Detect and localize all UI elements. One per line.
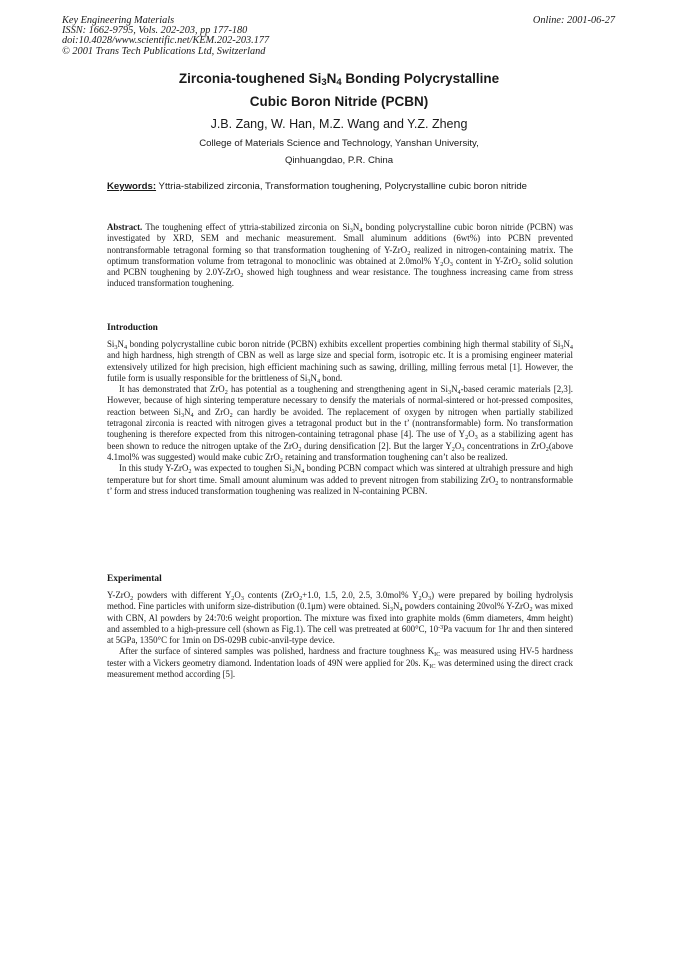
issn-line: ISSN: 1662-9795, Vols. 202-203, pp 177-180 bbox=[62, 25, 248, 37]
copyright-line: © 2001 Trans Tech Publications Ltd, Switzerland bbox=[62, 45, 266, 57]
abstract bbox=[107, 222, 573, 290]
doi-line: doi:10.4028/www.scientific.net/KEM.202-203.177 bbox=[62, 35, 270, 47]
author-list: J.B. Zang, W. Han, M.Z. Wang and Y.Z. Zheng bbox=[210, 117, 468, 131]
journal-header bbox=[62, 16, 442, 57]
keywords bbox=[107, 181, 573, 193]
intro-paragraph-2: It has demonstrated that ZrO$_2$ has potential as a toughening and strengthening agent in $Si_3N_4$-based ceramic materials [2,3]. However, because of high sintering temperature necessary to densify the materials of normal-sintered or hot-pressed composites, reaction between $Si_3N_4$ and ZrO$_2$ can hardly be avoided. The replacement of oxygen by nitrogen when partially stabilized tetragonal zirconia is reacted with nitrogen gives a tetragonal product but in the t’ (nontransformable) form. No transformation toughening is therefore expected from this nitrogen-containing tetragonal phase [4]. The use of $Y_2O_3$ as a stabilizing agent has been shown to reduce the nitrogen uptake of the ZrO$_2$ during densification [2]. But the larger $Y_2O_3$ concentrations in ZrO$_2$(above 4.1mol% was suggested) would make cubic ZrO$_2$ retaining and transformation toughening can’t also be realized. bbox=[107, 384, 573, 464]
experimental-body bbox=[107, 590, 573, 680]
journal-name: Key Engineering Materials bbox=[62, 15, 175, 26]
affiliation-line-2: Qinhuangdao, P.R. China bbox=[284, 155, 394, 166]
introduction-heading: Introduction bbox=[107, 323, 158, 333]
online-date: Online: 2001-06-27 bbox=[532, 15, 615, 26]
keywords-text: Yttria-stabilized zirconia, Transformation toughening, Polycrystalline cubic boron nitride bbox=[156, 181, 528, 192]
experimental-paragraph-2: After the surface of sintered samples was polished, hardness and fracture toughness $K_{IC}$ was measured using HV-5 hardness tester with a Vickers geometry diamond. Indentation loads of 49N were applied for 20s. $K_{IC}$ was determined using the direct crack measurement method according [5]. bbox=[107, 646, 573, 680]
experimental-heading: Experimental bbox=[107, 574, 162, 584]
intro-paragraph-3: In this study Y-ZrO$_2$ was expected to toughen $Si_3N_4$ bonding PCBN compact which was sintered at ultrahigh pressure and high temperature but for short time. Small amount aluminum was added to prevent nitrogen from stabilizing ZrO$_2$ to nontransformable t’ form and stress induced transformation toughening was realized in N-containing PCBN. bbox=[107, 463, 573, 496]
title-line-2: Cubic Boron Nitride (PCBN) bbox=[249, 94, 429, 109]
intro-paragraph-1: $Si_3N_4$ bonding polycrystalline cubic boron nitride (PCBN) exhibits excellent properties combining high thermal stability of $Si_3N_4$ and high hardness, high strength of CBN as well as large size and special form, isotropic etc. It is a promising engineer material extensively utilized for high precision, high efficient machining such as sawing, drilling, milling ferrous metal [1]. However, the futile form is usually responsible for the brittleness of $Si_3N_4$ bond. bbox=[107, 339, 573, 385]
experimental-paragraph-1: Y-ZrO$_2$ powders with different $Y_2O_3$ contents (ZrO$_2$+1.0, 1.5, 2.0, 2.5, 3.0mol% $Y_2O_3$) were prepared by boiling hydrolysis method. Fine particles with uniform size-distribution (0.1μm) were obtained. $Si_3N_4$ powders containing 20vol% Y-ZrO$_2$ was mixed with CBN, Al powders by 24:70:6 weight proportion. The mixture was fixed into graphite molds (6mm diameters, 4mm height) and assembled to a high-pressure cell (shown as Fig.1). The cell was pretreated at 600°C, $10^{-3}Pa$ vacuum for 1hr and then sintered at 5GPa, 1350°C for 1min on DS-029B cubic-anvil-type device. bbox=[107, 590, 573, 646]
abstract-paragraph: Abstract. The toughening effect of yttria-stabilized zirconia on $Si_3N_4$ bonding polycrystalline cubic boron nitride (PCBN) was investigated by XRD, SEM and mechanic measurement. Small aluminum additions (6wt%) into PCBN prevented nontransformable tetragonal forming so that transformation toughening of Y-ZrO$_2$ realized in nitrogen-containing matrix. The optimum transformation volume from tetragonal to monoclinic was obtained at 2.0mol% $Y_2O_3$ content in Y-ZrO$_2$ solid solution and PCBN toughening by 2.0Y-ZrO$_2$ showed high toughness and wear resistance. The toughness increasing came from stress induced transformation toughening. bbox=[107, 222, 573, 289]
introduction-body bbox=[107, 339, 573, 497]
keywords-label: Keywords: bbox=[107, 181, 157, 192]
affiliation-line-1: College of Materials Science and Technology, Yanshan University, bbox=[199, 138, 479, 149]
affiliation bbox=[60, 135, 618, 169]
paper-title bbox=[60, 67, 618, 113]
title-line-1: Zirconia-toughened $Si_3N_4$ Bonding Polycrystalline bbox=[178, 71, 500, 88]
